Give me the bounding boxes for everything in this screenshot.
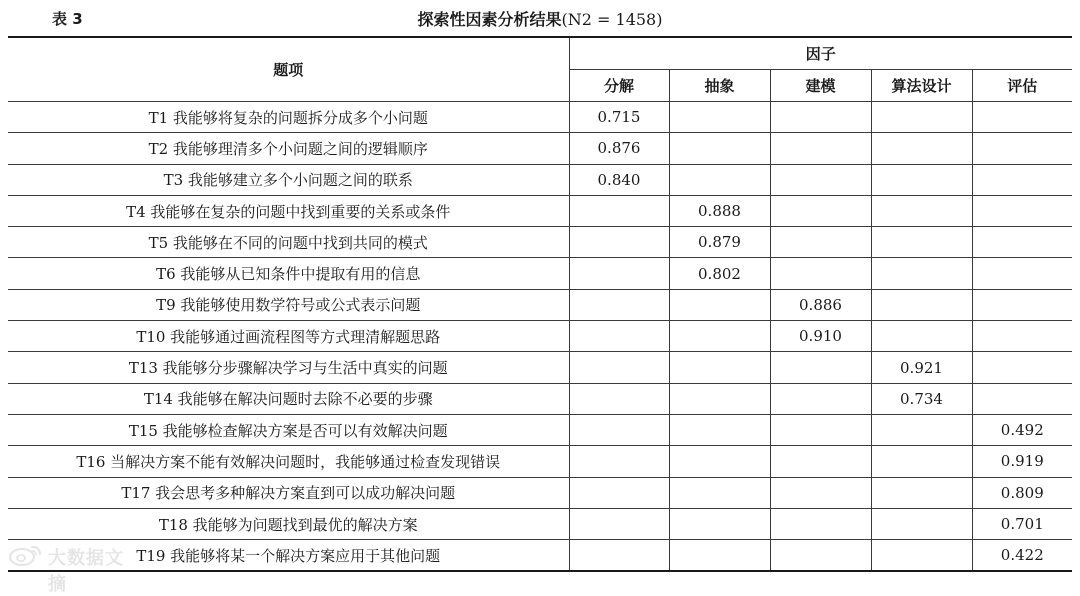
table-caption (0, 0, 1080, 34)
loading-cell (569, 383, 669, 414)
loading-cell (569, 414, 669, 445)
loading-cell (569, 258, 669, 289)
factor-header-evaluation: 评估 (972, 70, 1072, 102)
loading-cell (770, 446, 871, 477)
loading-cell (770, 164, 871, 195)
loading-cell: 0.921 (871, 352, 972, 383)
loading-cell (669, 164, 770, 195)
loading-cell (770, 540, 871, 572)
table-sample-size: (N2 = 1458) (561, 10, 663, 29)
item-cell: T9 我能够使用数学符号或公式表示问题 (8, 289, 569, 320)
loading-cell: 0.492 (972, 414, 1072, 445)
loading-cell (669, 446, 770, 477)
loading-cell (770, 383, 871, 414)
loading-cell (972, 227, 1072, 258)
loading-cell (871, 414, 972, 445)
loading-cell (972, 383, 1072, 414)
loading-cell (972, 195, 1072, 226)
item-cell: T6 我能够从已知条件中提取有用的信息 (8, 258, 569, 289)
loading-cell (871, 227, 972, 258)
loading-cell: 0.840 (569, 164, 669, 195)
loading-cell (669, 508, 770, 539)
table-row (8, 258, 1072, 289)
table-number: 表 3 (52, 10, 83, 28)
loading-cell (770, 477, 871, 508)
loading-cell (669, 289, 770, 320)
factor-header-modeling: 建模 (770, 70, 871, 102)
factor-header-algorithm-design: 算法设计 (871, 70, 972, 102)
factor-header-abstraction: 抽象 (669, 70, 770, 102)
loading-cell (569, 508, 669, 539)
item-column-header: 题项 (8, 37, 569, 102)
loading-cell (972, 258, 1072, 289)
loading-cell (569, 477, 669, 508)
loading-cell (770, 508, 871, 539)
loading-cell (569, 352, 669, 383)
table-row (8, 321, 1072, 352)
loading-cell (770, 258, 871, 289)
item-cell: T15 我能够检查解决方案是否可以有效解决问题 (8, 414, 569, 445)
loading-cell (871, 508, 972, 539)
factor-header-decomposition: 分解 (569, 70, 669, 102)
loading-cell (770, 414, 871, 445)
table-row (8, 164, 1072, 195)
loading-cell (770, 195, 871, 226)
loading-cell (669, 102, 770, 133)
factor-analysis-table (8, 36, 1072, 572)
table-row (8, 102, 1072, 133)
loading-cell: 0.802 (669, 258, 770, 289)
table-row (8, 227, 1072, 258)
loading-cell (871, 164, 972, 195)
loading-cell (569, 446, 669, 477)
item-cell: T1 我能够将复杂的问题拆分成多个小问题 (8, 102, 569, 133)
loading-cell (871, 477, 972, 508)
table-title (0, 7, 1080, 30)
table-row (8, 195, 1072, 226)
loading-cell (770, 227, 871, 258)
loading-cell (669, 133, 770, 164)
item-cell: T10 我能够通过画流程图等方式理清解题思路 (8, 321, 569, 352)
loading-cell: 0.734 (871, 383, 972, 414)
item-cell: T14 我能够在解决问题时去除不必要的步骤 (8, 383, 569, 414)
loading-cell (972, 133, 1072, 164)
loading-cell (669, 414, 770, 445)
table-row (8, 508, 1072, 539)
item-cell: T13 我能够分步骤解决学习与生活中真实的问题 (8, 352, 569, 383)
table-row (8, 540, 1072, 572)
item-cell: T17 我会思考多种解决方案直到可以成功解决问题 (8, 477, 569, 508)
loading-cell (871, 289, 972, 320)
loading-cell: 0.888 (669, 195, 770, 226)
item-cell: T16 当解决方案不能有效解决问题时，我能够通过检查发现错误 (8, 446, 569, 477)
loading-cell (871, 195, 972, 226)
factor-group-header: 因子 (569, 37, 1072, 70)
loading-cell (770, 133, 871, 164)
loading-cell (972, 164, 1072, 195)
loading-cell: 0.879 (669, 227, 770, 258)
loading-cell (871, 102, 972, 133)
loading-cell (569, 289, 669, 320)
table-row (8, 477, 1072, 508)
loading-cell: 0.715 (569, 102, 669, 133)
loading-cell: 0.876 (569, 133, 669, 164)
loading-cell: 0.886 (770, 289, 871, 320)
loading-cell (669, 383, 770, 414)
loading-cell: 0.422 (972, 540, 1072, 572)
table-row (8, 414, 1072, 445)
item-cell: T19 我能够将某一个解决方案应用于其他问题 (8, 540, 569, 572)
loading-cell (669, 477, 770, 508)
loading-cell (669, 540, 770, 572)
table-row (8, 352, 1072, 383)
item-cell: T3 我能够建立多个小问题之间的联系 (8, 164, 569, 195)
item-cell: T2 我能够理清多个小问题之间的逻辑顺序 (8, 133, 569, 164)
watermark-text: 大数据文摘 (48, 548, 124, 595)
loading-cell: 0.910 (770, 321, 871, 352)
loading-cell (871, 446, 972, 477)
loading-cell (871, 540, 972, 572)
table-title-text: 探索性因素分析结果 (417, 10, 562, 29)
loading-cell (972, 352, 1072, 383)
table-row (8, 289, 1072, 320)
loading-cell (569, 321, 669, 352)
loading-cell (770, 102, 871, 133)
loading-cell: 0.701 (972, 508, 1072, 539)
loading-cell: 0.809 (972, 477, 1072, 508)
item-cell: T4 我能够在复杂的问题中找到重要的关系或条件 (8, 195, 569, 226)
loading-cell (569, 227, 669, 258)
item-cell: T5 我能够在不同的问题中找到共同的模式 (8, 227, 569, 258)
table-row (8, 383, 1072, 414)
loading-cell (669, 321, 770, 352)
item-cell: T18 我能够为问题找到最优的解决方案 (8, 508, 569, 539)
loading-cell (972, 102, 1072, 133)
loading-cell (770, 352, 871, 383)
loading-cell: 0.919 (972, 446, 1072, 477)
loading-cell (871, 258, 972, 289)
loading-cell (871, 321, 972, 352)
table-body (8, 102, 1072, 572)
loading-cell (569, 195, 669, 226)
loading-cell (669, 352, 770, 383)
loading-cell (871, 133, 972, 164)
loading-cell (569, 540, 669, 572)
loading-cell (972, 289, 1072, 320)
loading-cell (972, 321, 1072, 352)
table-row (8, 133, 1072, 164)
table-row (8, 446, 1072, 477)
